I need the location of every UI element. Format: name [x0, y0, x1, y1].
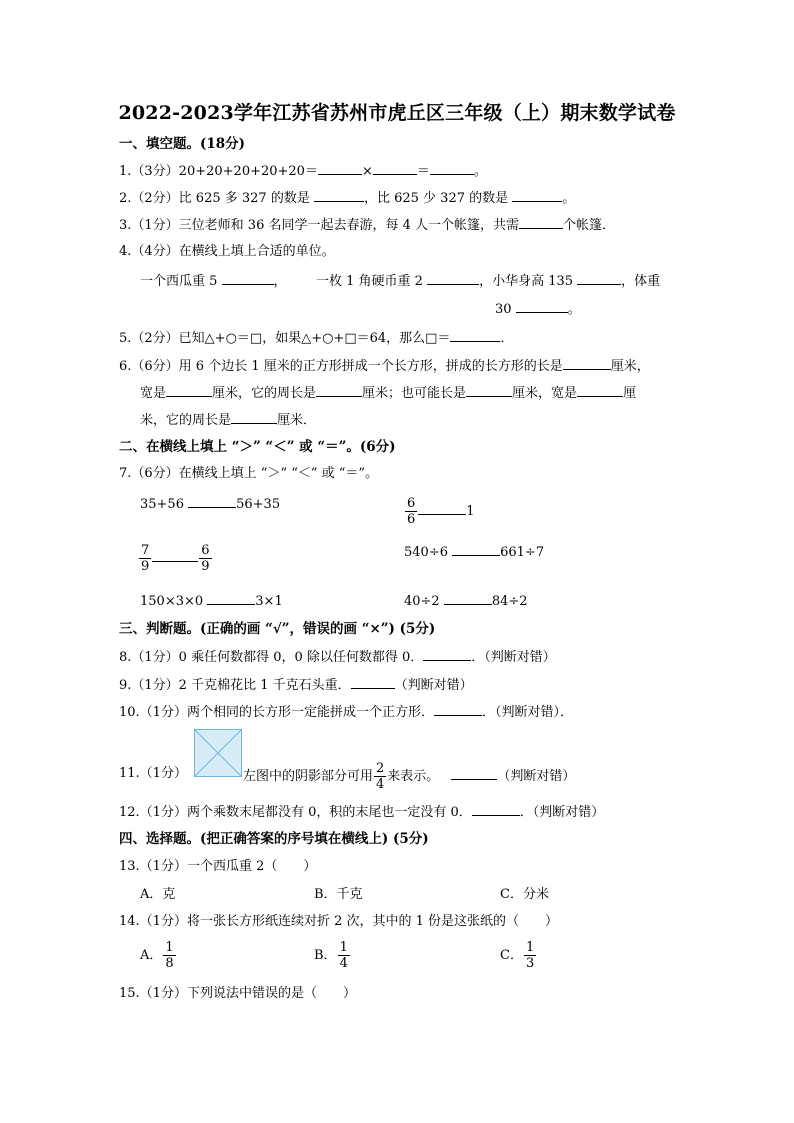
denominator: 3: [525, 956, 535, 971]
answer-blank[interactable]: [434, 703, 482, 716]
section-heading-multiple-choice: 四、选择题。(把正确答案的序号填在横线上) (5分): [119, 831, 429, 847]
q7-item-1: [140, 495, 280, 514]
q12-end: ．（判断对错）: [519, 805, 605, 820]
q7-text: 56+35: [236, 497, 281, 512]
numerator: 2: [376, 761, 385, 776]
q6-text: 宽是: [140, 386, 167, 401]
denominator: 9: [141, 559, 150, 574]
q10-end: ．（判断对错）．: [481, 705, 573, 720]
answer-blank[interactable]: [466, 384, 512, 397]
q11-text: 来表示。: [387, 769, 440, 784]
question-12: [119, 803, 604, 822]
answer-blank[interactable]: [418, 502, 466, 515]
q14-option-c[interactable]: [500, 940, 537, 971]
q8-end: ．（判断对错）: [471, 650, 556, 665]
q7-text: 40÷2: [404, 594, 444, 609]
question-5: [119, 329, 513, 348]
fraction: [163, 940, 175, 971]
q7-text: 661÷7: [500, 545, 545, 560]
q13-option-a[interactable]: A．克: [140, 887, 176, 902]
answer-blank[interactable]: [427, 272, 479, 285]
question-2: [119, 189, 575, 208]
answer-blank[interactable]: [188, 495, 236, 508]
q14-option-a[interactable]: [140, 940, 177, 971]
answer-blank[interactable]: [451, 767, 497, 780]
section-heading-compare: 二、在横线上填上 “＞” “＜” 或 “＝”。(6分): [119, 439, 396, 455]
q6-text: 厘: [623, 386, 637, 401]
question-13: 13.（1分）一个西瓜重 2（ ）: [119, 859, 317, 874]
denominator: 8: [165, 956, 174, 971]
answer-blank[interactable]: [231, 411, 277, 424]
option-label: B．: [314, 948, 337, 963]
q4-item-coin-height: [316, 272, 660, 291]
q6-text: 厘米；也可能长是: [362, 386, 467, 401]
q6-end: 厘米．: [277, 413, 317, 428]
section-heading-fill-blank: 一、填空题。(18分): [119, 136, 246, 152]
answer-blank[interactable]: [430, 162, 474, 175]
q7-item-5: [140, 592, 283, 611]
denominator: 4: [339, 956, 348, 971]
answer-blank[interactable]: [563, 357, 611, 370]
q7-text: 1: [466, 504, 475, 519]
page-title: 2022-2023学年江苏省苏州市虎丘区三年级（上）期末数学试卷: [118, 102, 676, 124]
q4-item-watermelon: [140, 272, 287, 291]
q4-comma: ，: [273, 274, 287, 289]
q1-times: ×: [361, 164, 373, 179]
q7-text: 3×1: [255, 594, 283, 609]
answer-blank[interactable]: [450, 329, 500, 342]
answer-blank[interactable]: [444, 592, 492, 605]
q13-option-c[interactable]: C．分米: [500, 887, 549, 902]
q1-text: 1.（3分）20+20+20+20+20＝: [119, 164, 318, 179]
q13-option-b[interactable]: B．千克: [314, 887, 363, 902]
q7-text: 84÷2: [491, 594, 528, 609]
numerator: 1: [339, 940, 348, 955]
q7-text: 150×3×0: [140, 594, 208, 609]
answer-blank[interactable]: [423, 648, 471, 661]
q3-text: 3.（1分）三位老师和 36 名同学一起去春游，每 4 人一个帐篷，共需: [119, 218, 520, 233]
answer-blank[interactable]: [472, 803, 520, 816]
section-heading-true-false: 三、判断题。(正确的画 “√”，错误的画 “×”) (5分): [119, 621, 436, 637]
question-15: 15.（1分）下列说法中错误的是（ ）: [119, 986, 356, 1001]
q3-end: 个帐篷．: [563, 218, 616, 233]
q6-text: 厘米，: [610, 359, 650, 374]
q4-text: 30: [495, 302, 516, 317]
answer-blank[interactable]: [577, 272, 621, 285]
q4-item-weight: [495, 300, 581, 319]
q7-item-4: [404, 543, 544, 562]
q9-text: 9.（1分）2 千克棉花比 1 千克石头重．: [119, 678, 351, 693]
q9-end: （判断对错）: [394, 678, 473, 693]
q4-text: 一枚 1 角硬币重 2: [316, 274, 428, 289]
answer-blank[interactable]: [314, 189, 364, 202]
q1-equals: ＝: [416, 164, 430, 179]
q6-text: 厘米，它的周长是: [212, 386, 317, 401]
numerator: 7: [141, 543, 150, 558]
q6-line-3: [140, 411, 316, 430]
q6-line-2: [140, 384, 636, 403]
q10-text: 10.（1分）两个相同的长方形一定能拼成一个正方形．: [119, 705, 434, 720]
question-1: [119, 162, 487, 181]
q7-item-2: [404, 496, 475, 527]
q7-text: 35+56: [140, 497, 189, 512]
option-label: A．: [140, 948, 163, 963]
fraction: [338, 940, 350, 971]
q8-text: 8.（1分）0 乘任何数都得 0，0 除以任何数都得 0．: [119, 650, 424, 665]
denominator: 6: [407, 512, 416, 527]
q6-text: 6.（6分）用 6 个边长 1 厘米的正方形拼成一个长方形，拼成的长方形的长是: [119, 359, 563, 374]
answer-blank[interactable]: [222, 272, 274, 285]
option-label: C．: [500, 948, 523, 963]
q7-item-3: [138, 543, 213, 574]
q4-text: 一个西瓜重 5: [140, 274, 222, 289]
fraction: [199, 543, 211, 574]
answer-blank[interactable]: [516, 300, 568, 313]
question-4: 4.（4分）在横线上填上合适的单位。: [119, 244, 335, 259]
question-8: [119, 648, 556, 667]
fraction: [374, 761, 386, 792]
question-7: 7.（6分）在横线上填上 “＞” “＜” 或 “＝”。: [119, 466, 379, 481]
q12-text: 12.（1分）两个乘数末尾都没有 0，积的末尾也一定没有 0．: [119, 805, 472, 820]
q5-text: 5.（2分）已知△+○＝□，如果△+○+□＝64，那么□＝: [119, 331, 451, 346]
question-10: [119, 703, 573, 722]
answer-blank[interactable]: [512, 189, 562, 202]
shaded-square-figure: [194, 729, 242, 777]
question-9: [119, 676, 473, 695]
numerator: 1: [165, 940, 174, 955]
answer-blank[interactable]: [351, 676, 395, 689]
fraction: [139, 543, 151, 574]
q2-text-a: 2.（2分）比 625 多 327 的数是: [119, 191, 314, 206]
q1-end: 。: [473, 164, 487, 179]
q11-end: （判断对错）: [497, 769, 576, 784]
fraction: [405, 496, 417, 527]
q14-option-b[interactable]: [314, 940, 351, 971]
answer-blank[interactable]: [373, 162, 417, 175]
q6-text: 米，它的周长是: [140, 413, 232, 428]
question-6: [119, 357, 650, 376]
q4-text: ，小华身高 135: [479, 274, 578, 289]
denominator: 4: [376, 777, 385, 792]
q5-end: ．: [500, 331, 514, 346]
question-11: [243, 761, 575, 792]
q7-text: 540÷6: [404, 545, 453, 560]
question-3: [119, 216, 615, 235]
answer-blank[interactable]: [577, 384, 623, 397]
fraction: [524, 940, 536, 971]
answer-blank[interactable]: [207, 592, 255, 605]
q6-text: 厘米，宽是: [512, 386, 578, 401]
question-11-number: 11.（1分）: [119, 766, 187, 781]
q2-end: 。: [562, 191, 576, 206]
denominator: 9: [201, 559, 210, 574]
answer-blank[interactable]: [452, 543, 500, 556]
q11-text: 左图中的阴影部分可用: [243, 769, 374, 784]
answer-blank[interactable]: [152, 549, 198, 562]
answer-blank[interactable]: [519, 216, 563, 229]
q7-item-6: [404, 592, 528, 611]
q4-end: 。: [567, 302, 581, 317]
q4-text: ，体重: [621, 274, 661, 289]
numerator: 6: [407, 496, 416, 511]
answer-blank[interactable]: [316, 384, 362, 397]
numerator: 1: [525, 940, 535, 955]
question-14: 14.（1分）将一张长方形纸连续对折 2 次，其中的 1 份是这张纸的（ ）: [119, 914, 559, 929]
answer-blank[interactable]: [318, 162, 362, 175]
numerator: 6: [201, 543, 210, 558]
answer-blank[interactable]: [166, 384, 212, 397]
q2-text-b: ，比 625 少 327 的数是: [363, 191, 513, 206]
